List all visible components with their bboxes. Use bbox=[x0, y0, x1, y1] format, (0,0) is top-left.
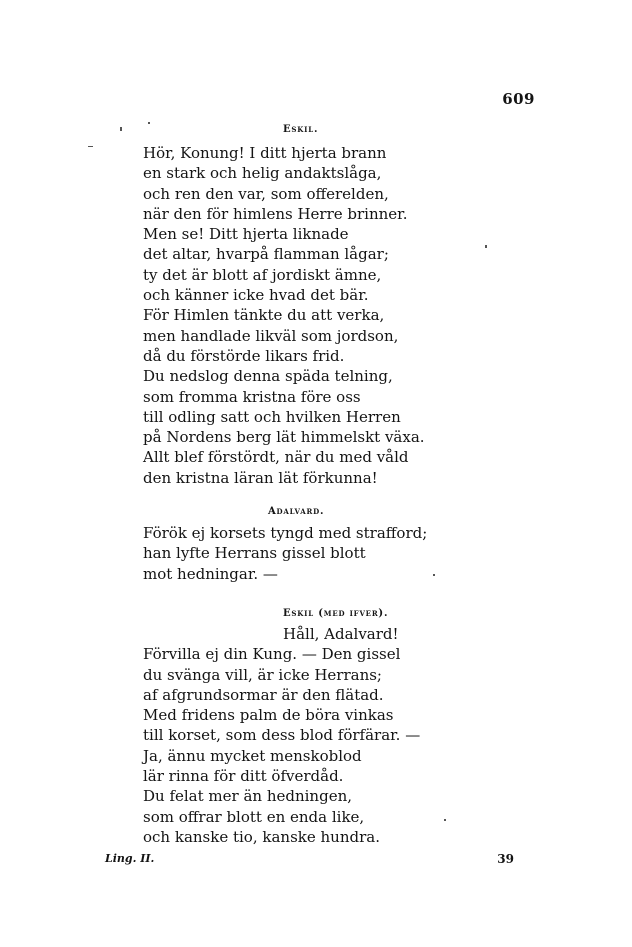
verse-line: han lyfte Herrans gissel blott bbox=[143, 544, 366, 563]
verse-line: och kanske tio, kanske hundra. bbox=[143, 827, 380, 846]
verse-line: som offrar blott en enda like, bbox=[143, 807, 365, 826]
verse-line: och ren den var, som offerelden, bbox=[143, 184, 389, 203]
scan-speck bbox=[485, 245, 487, 248]
verse-line: men handlade likväl som jordson, bbox=[143, 326, 399, 345]
verse-line: till odling satt och hvilken Herren bbox=[143, 407, 401, 426]
verse-line: när den för himlens Herre brinner. bbox=[143, 204, 408, 223]
scan-speck bbox=[444, 819, 446, 821]
verse-line: Du felat mer än hedningen, bbox=[143, 787, 352, 806]
scan-speck bbox=[88, 146, 93, 147]
signature-mark: Ling. II. bbox=[105, 852, 155, 865]
scan-speck bbox=[433, 574, 435, 576]
verse-line: lär rinna för ditt öfverdåd. bbox=[143, 767, 344, 786]
verse-line: som fromma kristna före oss bbox=[143, 387, 361, 406]
verse-line: det altar, hvarpå flamman lågar; bbox=[143, 245, 389, 264]
verse-line: För Himlen tänkte du att verka, bbox=[143, 306, 385, 325]
verse-block-1 bbox=[143, 143, 425, 488]
verse-line: Håll, Adalvard! bbox=[283, 625, 399, 643]
verse-line: mot hedningar. — bbox=[143, 564, 278, 583]
verse-line: Hör, Konung! I ditt hjerta brann bbox=[143, 144, 387, 162]
verse-line: den kristna läran lät förkunna! bbox=[143, 468, 378, 487]
verse-block-3 bbox=[143, 624, 420, 847]
verse-line: af afgrundsormar är den flätad. bbox=[143, 685, 384, 704]
verse-line: Ja, ännu mycket menskoblod bbox=[143, 746, 362, 765]
speaker-eskil-med-ifver: Eskil (med ifver). bbox=[283, 608, 389, 619]
page-number: 609 bbox=[502, 90, 535, 108]
verse-line: Du nedslog denna späda telning, bbox=[143, 367, 393, 386]
scan-speck bbox=[120, 127, 122, 131]
verse-line: Allt blef förstördt, när du med våld bbox=[143, 448, 409, 467]
speaker-eskil: Eskil. bbox=[283, 124, 319, 135]
verse-line: Med fridens palm de böra vinkas bbox=[143, 706, 394, 725]
verse-line: ty det är blott af jordiskt ämne, bbox=[143, 265, 382, 284]
scan-speck bbox=[148, 122, 150, 124]
verse-block-2 bbox=[143, 523, 427, 584]
verse-line: på Nordens berg lät himmelskt växa. bbox=[143, 428, 425, 447]
verse-line: till korset, som dess blod förfärar. — bbox=[143, 726, 421, 745]
verse-line: du svänga vill, är icke Herrans; bbox=[143, 665, 382, 684]
speaker-adalvard: Adalvard. bbox=[268, 506, 325, 517]
verse-line: och känner icke hvad det bär. bbox=[143, 286, 369, 305]
signature-number: 39 bbox=[497, 852, 514, 866]
verse-line: Förvilla ej din Kung. — Den gissel bbox=[143, 645, 401, 664]
verse-line: Förök ej korsets tyngd med strafford; bbox=[143, 524, 428, 542]
verse-line: då du förstörde likars frid. bbox=[143, 346, 345, 365]
verse-line: en stark och helig andaktslåga, bbox=[143, 164, 382, 183]
verse-line: Men se! Ditt hjerta liknade bbox=[143, 225, 349, 244]
